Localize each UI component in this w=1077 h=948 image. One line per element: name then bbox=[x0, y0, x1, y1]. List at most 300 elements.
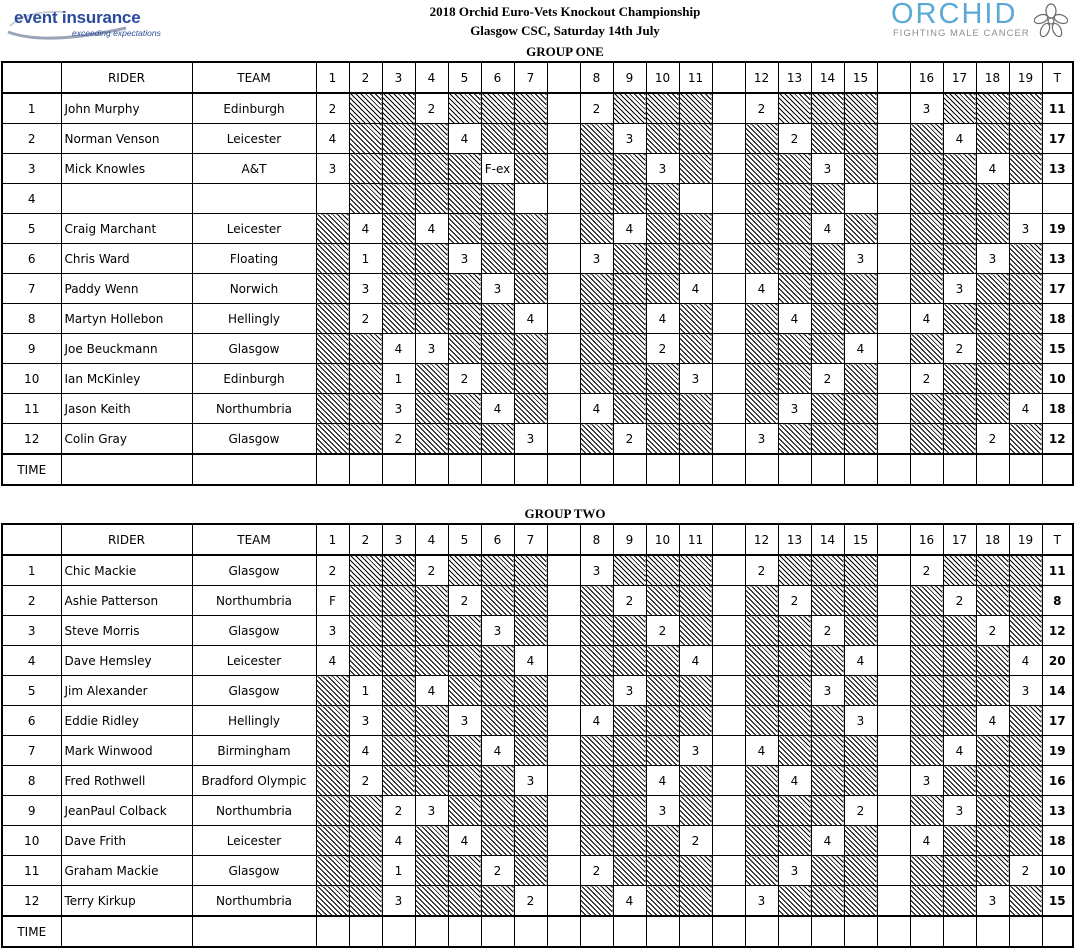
time-cell bbox=[778, 454, 811, 485]
heat-score bbox=[844, 184, 877, 214]
hatched-cell bbox=[613, 364, 646, 394]
hatched-cell bbox=[1009, 886, 1042, 917]
time-cell bbox=[745, 916, 778, 947]
spacer-cell bbox=[712, 706, 745, 736]
rider-position: 8 bbox=[2, 766, 61, 796]
hatched-cell bbox=[778, 93, 811, 124]
hatched-cell bbox=[514, 706, 547, 736]
rider-total: 14 bbox=[1042, 676, 1073, 706]
hatched-cell bbox=[679, 796, 712, 826]
rider-total: 20 bbox=[1042, 646, 1073, 676]
hatched-cell bbox=[745, 304, 778, 334]
rider-position: 2 bbox=[2, 586, 61, 616]
hatched-cell bbox=[349, 555, 382, 586]
hatched-cell bbox=[316, 856, 349, 886]
rider-total: 16 bbox=[1042, 766, 1073, 796]
hatched-cell bbox=[910, 214, 943, 244]
hatched-cell bbox=[778, 646, 811, 676]
hatched-cell bbox=[1009, 796, 1042, 826]
heat-score: 3 bbox=[844, 244, 877, 274]
hatched-cell bbox=[349, 184, 382, 214]
hatched-cell bbox=[514, 616, 547, 646]
group-one-scorecard bbox=[1, 61, 1074, 486]
spacer-cell bbox=[877, 124, 910, 154]
hatched-cell bbox=[1009, 334, 1042, 364]
rider-row bbox=[2, 124, 1073, 154]
spacer-cell bbox=[547, 676, 580, 706]
hatched-cell bbox=[580, 646, 613, 676]
hatched-cell bbox=[1009, 826, 1042, 856]
hatched-cell bbox=[349, 646, 382, 676]
hatched-cell bbox=[580, 334, 613, 364]
spacer-cell bbox=[877, 274, 910, 304]
hatched-cell bbox=[679, 616, 712, 646]
spacer-cell bbox=[712, 826, 745, 856]
hatched-cell bbox=[481, 424, 514, 455]
hatched-cell bbox=[349, 93, 382, 124]
hatched-cell bbox=[844, 736, 877, 766]
hatched-cell bbox=[316, 706, 349, 736]
rider-name: Steve Morris bbox=[61, 616, 192, 646]
hatched-cell bbox=[910, 676, 943, 706]
heat-score: 2 bbox=[415, 93, 448, 124]
heat-score: 3 bbox=[514, 766, 547, 796]
time-cell bbox=[514, 916, 547, 947]
heat-score: 2 bbox=[811, 364, 844, 394]
heat-score: 2 bbox=[382, 424, 415, 455]
hatched-cell bbox=[778, 736, 811, 766]
spacer-cell bbox=[712, 154, 745, 184]
rider-position: 4 bbox=[2, 184, 61, 214]
rider-team: Glasgow bbox=[192, 676, 316, 706]
heat-header: 10 bbox=[646, 62, 679, 93]
hatched-cell bbox=[745, 826, 778, 856]
heat-score: 4 bbox=[613, 214, 646, 244]
heat-score: 4 bbox=[514, 304, 547, 334]
hatched-cell bbox=[679, 706, 712, 736]
time-cell bbox=[481, 454, 514, 485]
hatched-cell bbox=[844, 856, 877, 886]
hatched-cell bbox=[811, 184, 844, 214]
spacer-cell bbox=[712, 364, 745, 394]
spacer-cell bbox=[547, 796, 580, 826]
heat-score: 2 bbox=[613, 424, 646, 455]
spacer-cell bbox=[547, 184, 580, 214]
time-cell bbox=[910, 916, 943, 947]
hatched-cell bbox=[448, 424, 481, 455]
spacer-cell bbox=[877, 394, 910, 424]
hatched-cell bbox=[646, 586, 679, 616]
hatched-cell bbox=[646, 93, 679, 124]
rider-row bbox=[2, 736, 1073, 766]
hatched-cell bbox=[580, 304, 613, 334]
hatched-cell bbox=[316, 244, 349, 274]
rider-header: RIDER bbox=[61, 62, 192, 93]
hatched-cell bbox=[943, 244, 976, 274]
time-label: TIME bbox=[2, 916, 61, 947]
hatched-cell bbox=[646, 184, 679, 214]
heat-header: 8 bbox=[580, 62, 613, 93]
hatched-cell bbox=[811, 424, 844, 455]
time-cell bbox=[192, 916, 316, 947]
spacer-cell bbox=[877, 364, 910, 394]
spacer-cell bbox=[547, 334, 580, 364]
header-row bbox=[2, 524, 1073, 555]
heat-score: 3 bbox=[811, 676, 844, 706]
heat-header: 1 bbox=[316, 62, 349, 93]
heat-header: 13 bbox=[778, 524, 811, 555]
time-cell bbox=[382, 454, 415, 485]
spacer-cell bbox=[712, 304, 745, 334]
heat-score: 4 bbox=[415, 214, 448, 244]
hatched-cell bbox=[481, 334, 514, 364]
hatched-cell bbox=[745, 706, 778, 736]
spacer-cell bbox=[877, 244, 910, 274]
hatched-cell bbox=[679, 856, 712, 886]
hatched-cell bbox=[910, 274, 943, 304]
hatched-cell bbox=[382, 244, 415, 274]
rider-position: 2 bbox=[2, 124, 61, 154]
heat-header: 10 bbox=[646, 524, 679, 555]
hatched-cell bbox=[745, 586, 778, 616]
hatched-cell bbox=[349, 856, 382, 886]
spacer-cell bbox=[877, 524, 910, 555]
hatched-cell bbox=[448, 736, 481, 766]
hatched-cell bbox=[448, 154, 481, 184]
hatched-cell bbox=[778, 826, 811, 856]
rider-team: Hellingly bbox=[192, 304, 316, 334]
heat-header: 11 bbox=[679, 524, 712, 555]
rider-team: Leicester bbox=[192, 826, 316, 856]
rider-name: JeanPaul Colback bbox=[61, 796, 192, 826]
hatched-cell bbox=[943, 856, 976, 886]
hatched-cell bbox=[448, 184, 481, 214]
hatched-cell bbox=[415, 766, 448, 796]
hatched-cell bbox=[910, 334, 943, 364]
hatched-cell bbox=[448, 766, 481, 796]
rider-row bbox=[2, 706, 1073, 736]
heat-score: 2 bbox=[646, 334, 679, 364]
hatched-cell bbox=[679, 334, 712, 364]
heat-score: 3 bbox=[448, 244, 481, 274]
hatched-cell bbox=[349, 334, 382, 364]
heat-score: 4 bbox=[349, 736, 382, 766]
hatched-cell bbox=[844, 586, 877, 616]
spacer-cell bbox=[877, 555, 910, 586]
spacer-cell bbox=[547, 646, 580, 676]
time-cell bbox=[811, 454, 844, 485]
heat-score: 2 bbox=[448, 586, 481, 616]
time-cell bbox=[316, 454, 349, 485]
hatched-cell bbox=[844, 424, 877, 455]
hatched-cell bbox=[976, 856, 1009, 886]
rider-team: Northumbria bbox=[192, 796, 316, 826]
hatched-cell bbox=[580, 586, 613, 616]
hatched-cell bbox=[679, 676, 712, 706]
heat-header: 16 bbox=[910, 524, 943, 555]
heat-score: 3 bbox=[415, 796, 448, 826]
hatched-cell bbox=[613, 555, 646, 586]
rider-position: 4 bbox=[2, 646, 61, 676]
rider-name: Chic Mackie bbox=[61, 555, 192, 586]
heat-score: 4 bbox=[448, 826, 481, 856]
heat-header: 12 bbox=[745, 524, 778, 555]
hatched-cell bbox=[943, 394, 976, 424]
hatched-cell bbox=[382, 555, 415, 586]
heat-header: 14 bbox=[811, 524, 844, 555]
hatched-cell bbox=[382, 616, 415, 646]
hatched-cell bbox=[415, 616, 448, 646]
rider-name: Martyn Hollebon bbox=[61, 304, 192, 334]
hatched-cell bbox=[1009, 154, 1042, 184]
heat-score: 4 bbox=[349, 214, 382, 244]
heat-header: 7 bbox=[514, 62, 547, 93]
heat-score: 3 bbox=[481, 616, 514, 646]
rider-team: A&T bbox=[192, 154, 316, 184]
hatched-cell bbox=[349, 394, 382, 424]
rider-team bbox=[192, 184, 316, 214]
hatched-cell bbox=[679, 886, 712, 917]
hatched-cell bbox=[943, 646, 976, 676]
heat-score: 4 bbox=[679, 646, 712, 676]
rider-total: 8 bbox=[1042, 586, 1073, 616]
rider-position: 11 bbox=[2, 856, 61, 886]
spacer-cell bbox=[712, 334, 745, 364]
spacer-cell bbox=[877, 93, 910, 124]
heat-score: 2 bbox=[514, 886, 547, 917]
hatched-cell bbox=[976, 364, 1009, 394]
heat-score: 2 bbox=[316, 93, 349, 124]
heat-header: 6 bbox=[481, 524, 514, 555]
rider-position: 7 bbox=[2, 274, 61, 304]
hatched-cell bbox=[316, 364, 349, 394]
hatched-cell bbox=[976, 736, 1009, 766]
hatched-cell bbox=[316, 304, 349, 334]
heat-score: 2 bbox=[580, 856, 613, 886]
heat-score: 2 bbox=[382, 796, 415, 826]
rider-name: Chris Ward bbox=[61, 244, 192, 274]
heat-score: 4 bbox=[844, 646, 877, 676]
hatched-cell bbox=[943, 184, 976, 214]
hatched-cell bbox=[349, 586, 382, 616]
spacer-cell bbox=[547, 274, 580, 304]
hatched-cell bbox=[1009, 124, 1042, 154]
time-cell bbox=[580, 454, 613, 485]
hatched-cell bbox=[514, 555, 547, 586]
hatched-cell bbox=[976, 646, 1009, 676]
hatched-cell bbox=[481, 826, 514, 856]
heat-score: 3 bbox=[349, 706, 382, 736]
rider-name: Paddy Wenn bbox=[61, 274, 192, 304]
heat-score: 1 bbox=[382, 856, 415, 886]
heat-score: 2 bbox=[1009, 856, 1042, 886]
spacer-cell bbox=[712, 586, 745, 616]
heat-score: 4 bbox=[580, 394, 613, 424]
rider-total: 12 bbox=[1042, 616, 1073, 646]
hatched-cell bbox=[481, 886, 514, 917]
hatched-cell bbox=[481, 646, 514, 676]
hatched-cell bbox=[349, 364, 382, 394]
hatched-cell bbox=[646, 706, 679, 736]
heat-header: 1 bbox=[316, 524, 349, 555]
heat-score: 4 bbox=[613, 886, 646, 917]
hatched-cell bbox=[910, 706, 943, 736]
time-cell bbox=[1009, 454, 1042, 485]
orchid-logo bbox=[888, 0, 1073, 44]
heat-score: 4 bbox=[811, 214, 844, 244]
page-title: 2018 Orchid Euro-Vets Knockout Championship bbox=[429, 4, 701, 19]
hatched-cell bbox=[514, 364, 547, 394]
hatched-cell bbox=[316, 766, 349, 796]
heat-header: 12 bbox=[745, 62, 778, 93]
hatched-cell bbox=[613, 244, 646, 274]
hatched-cell bbox=[415, 184, 448, 214]
rider-row bbox=[2, 646, 1073, 676]
heat-header: 13 bbox=[778, 62, 811, 93]
total-header: T bbox=[1042, 62, 1073, 93]
spacer-cell bbox=[547, 394, 580, 424]
hatched-cell bbox=[910, 856, 943, 886]
rider-position: 12 bbox=[2, 886, 61, 917]
heat-score: 3 bbox=[943, 274, 976, 304]
rider-row bbox=[2, 364, 1073, 394]
hatched-cell bbox=[811, 766, 844, 796]
heat-header: 19 bbox=[1009, 524, 1042, 555]
time-cell bbox=[844, 916, 877, 947]
heat-score: 4 bbox=[580, 706, 613, 736]
time-cell bbox=[943, 916, 976, 947]
heat-score: 4 bbox=[844, 334, 877, 364]
hatched-cell bbox=[514, 826, 547, 856]
hatched-cell bbox=[778, 154, 811, 184]
hatched-cell bbox=[613, 304, 646, 334]
hatched-cell bbox=[514, 274, 547, 304]
hatched-cell bbox=[415, 364, 448, 394]
hatched-cell bbox=[1009, 244, 1042, 274]
hatched-cell bbox=[613, 334, 646, 364]
heat-header: 6 bbox=[481, 62, 514, 93]
hatched-cell bbox=[976, 826, 1009, 856]
hatched-cell bbox=[1009, 706, 1042, 736]
hatched-cell bbox=[481, 93, 514, 124]
hatched-cell bbox=[514, 334, 547, 364]
spacer-cell bbox=[547, 856, 580, 886]
hatched-cell bbox=[382, 766, 415, 796]
hatched-cell bbox=[778, 364, 811, 394]
hatched-cell bbox=[316, 394, 349, 424]
hatched-cell bbox=[844, 364, 877, 394]
hatched-cell bbox=[1009, 766, 1042, 796]
hatched-cell bbox=[613, 856, 646, 886]
heat-score: 4 bbox=[1009, 394, 1042, 424]
rider-row bbox=[2, 93, 1073, 124]
heat-score: 3 bbox=[679, 736, 712, 766]
hatched-cell bbox=[811, 706, 844, 736]
rider-row bbox=[2, 766, 1073, 796]
heat-score: 3 bbox=[448, 706, 481, 736]
heat-header: 18 bbox=[976, 62, 1009, 93]
hatched-cell bbox=[448, 93, 481, 124]
hatched-cell bbox=[1009, 736, 1042, 766]
heat-score: 2 bbox=[976, 616, 1009, 646]
hatched-cell bbox=[778, 424, 811, 455]
total-header: T bbox=[1042, 524, 1073, 555]
hatched-cell bbox=[943, 826, 976, 856]
heat-score: F bbox=[316, 586, 349, 616]
hatched-cell bbox=[1009, 586, 1042, 616]
hatched-cell bbox=[976, 93, 1009, 124]
hatched-cell bbox=[745, 676, 778, 706]
hatched-cell bbox=[811, 124, 844, 154]
hatched-cell bbox=[679, 394, 712, 424]
hatched-cell bbox=[745, 184, 778, 214]
heat-score: 4 bbox=[745, 274, 778, 304]
hatched-cell bbox=[316, 886, 349, 917]
hatched-cell bbox=[448, 676, 481, 706]
hatched-cell bbox=[481, 364, 514, 394]
rider-name: Ashie Patterson bbox=[61, 586, 192, 616]
spacer-cell bbox=[877, 454, 910, 485]
hatched-cell bbox=[910, 886, 943, 917]
heat-score: 4 bbox=[1009, 646, 1042, 676]
hatched-cell bbox=[745, 154, 778, 184]
hatched-cell bbox=[811, 586, 844, 616]
hatched-cell bbox=[349, 424, 382, 455]
heat-header: 3 bbox=[382, 62, 415, 93]
team-header: TEAM bbox=[192, 524, 316, 555]
rider-total: 17 bbox=[1042, 124, 1073, 154]
heat-score: 2 bbox=[778, 124, 811, 154]
heat-score: 4 bbox=[976, 154, 1009, 184]
hatched-cell bbox=[976, 555, 1009, 586]
hatched-cell bbox=[811, 93, 844, 124]
hatched-cell bbox=[349, 154, 382, 184]
hatched-cell bbox=[811, 646, 844, 676]
spacer-cell bbox=[712, 124, 745, 154]
heat-header: 4 bbox=[415, 62, 448, 93]
heat-score: 2 bbox=[943, 586, 976, 616]
hatched-cell bbox=[646, 886, 679, 917]
rider-name: Mick Knowles bbox=[61, 154, 192, 184]
team-header: TEAM bbox=[192, 62, 316, 93]
rider-team: Northumbria bbox=[192, 586, 316, 616]
hatched-cell bbox=[679, 555, 712, 586]
group-two-title: GROUP TWO bbox=[524, 506, 606, 521]
hatched-cell bbox=[316, 736, 349, 766]
rider-total: 11 bbox=[1042, 93, 1073, 124]
spacer-cell bbox=[877, 214, 910, 244]
spacer-cell bbox=[712, 274, 745, 304]
heat-score: 4 bbox=[316, 646, 349, 676]
heat-score: 3 bbox=[679, 364, 712, 394]
rider-name: Eddie Ridley bbox=[61, 706, 192, 736]
heat-header: 18 bbox=[976, 524, 1009, 555]
rider-position: 9 bbox=[2, 796, 61, 826]
hatched-cell bbox=[745, 124, 778, 154]
hatched-cell bbox=[613, 93, 646, 124]
hatched-cell bbox=[382, 154, 415, 184]
heat-header: 3 bbox=[382, 524, 415, 555]
rider-name: John Murphy bbox=[61, 93, 192, 124]
time-cell bbox=[646, 916, 679, 947]
rider-name: Jim Alexander bbox=[61, 676, 192, 706]
heat-score: 3 bbox=[580, 555, 613, 586]
rider-name: Fred Rothwell bbox=[61, 766, 192, 796]
hatched-cell bbox=[943, 706, 976, 736]
time-cell bbox=[316, 916, 349, 947]
hatched-cell bbox=[778, 796, 811, 826]
hatched-cell bbox=[679, 766, 712, 796]
